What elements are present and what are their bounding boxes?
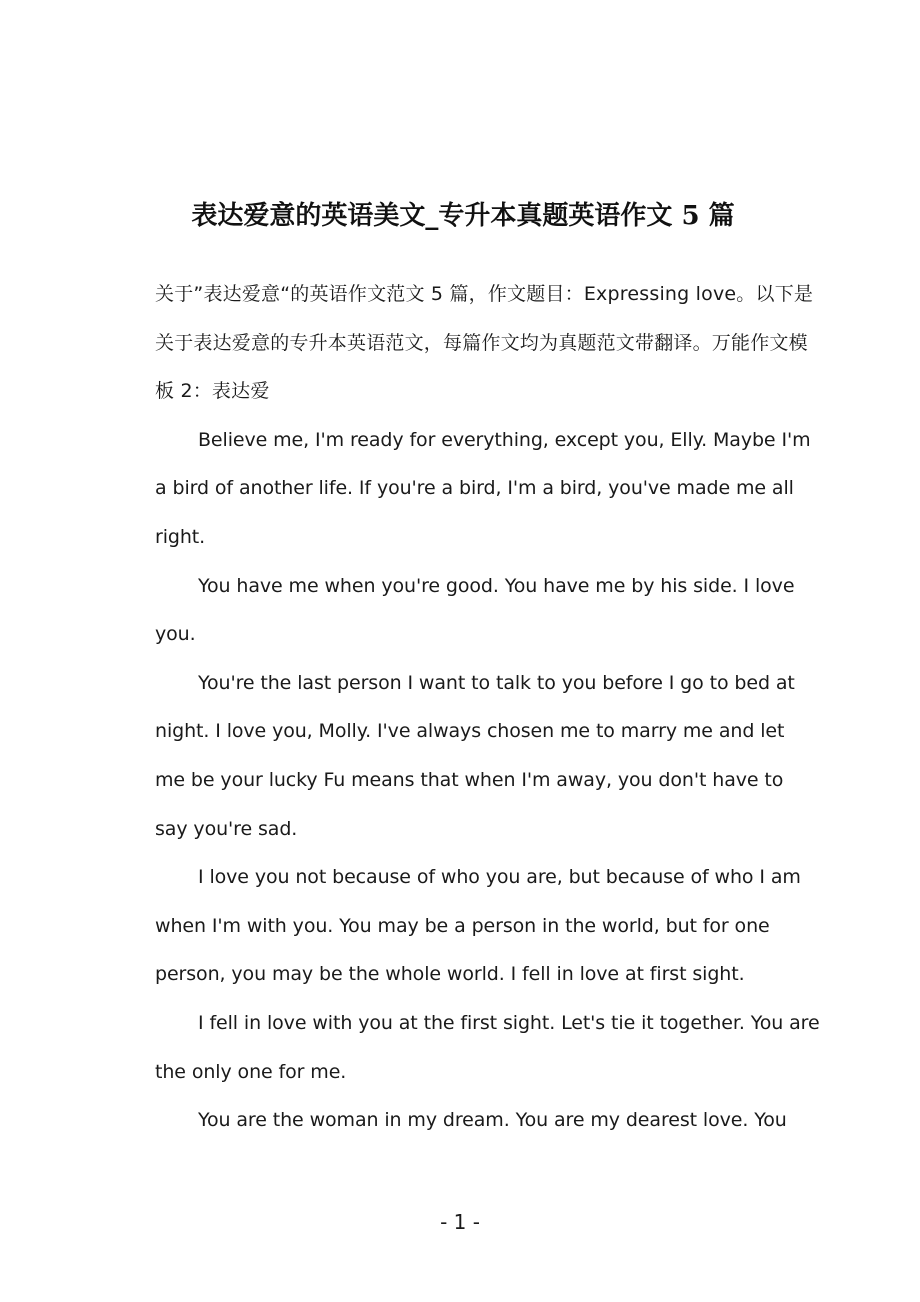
intro-paragraph: 关于”表达爱意“的英语作文范文 5 篇，作文题目：Expressing love。以下是关于表达爱意的专升本英语范文，每篇作文均为真题范文带翻译。万能作文模板 2：表达爱 bbox=[155, 283, 814, 403]
essay-paragraph: I fell in love with you at the first sight. Let's tie it together. You are the only one for me. bbox=[155, 1011, 820, 1083]
essay-paragraph: Believe me, I'm ready for everything, except you, Elly. Maybe I'm a bird of another life. If you're a bird, I'm a bird, you've made me all right. bbox=[155, 428, 811, 548]
essay-paragraph: I love you not because of who you are, but because of who I am when I'm with you. You may be a person in the world, but for one person, you may be the whole world. I fell in love at first sight. bbox=[155, 866, 801, 986]
document-body bbox=[155, 270, 820, 1145]
essay-paragraph: You're the last person I want to talk to you before I go to bed at night. I love you, Molly. I've always chosen me to marry me and let me be your lucky Fu means that when I'm away, you don't have to say you're sad. bbox=[155, 671, 795, 840]
essay-paragraph: You are the woman in my dream. You are my dearest love. You bbox=[198, 1109, 787, 1132]
essay-paragraph: You have me when you're good. You have me by his side. I love you. bbox=[155, 574, 795, 646]
document-title: 表达爱意的英语美文_专升本真题英语作文 5 篇 bbox=[191, 201, 735, 231]
page-number: - 1 - bbox=[440, 1210, 480, 1234]
